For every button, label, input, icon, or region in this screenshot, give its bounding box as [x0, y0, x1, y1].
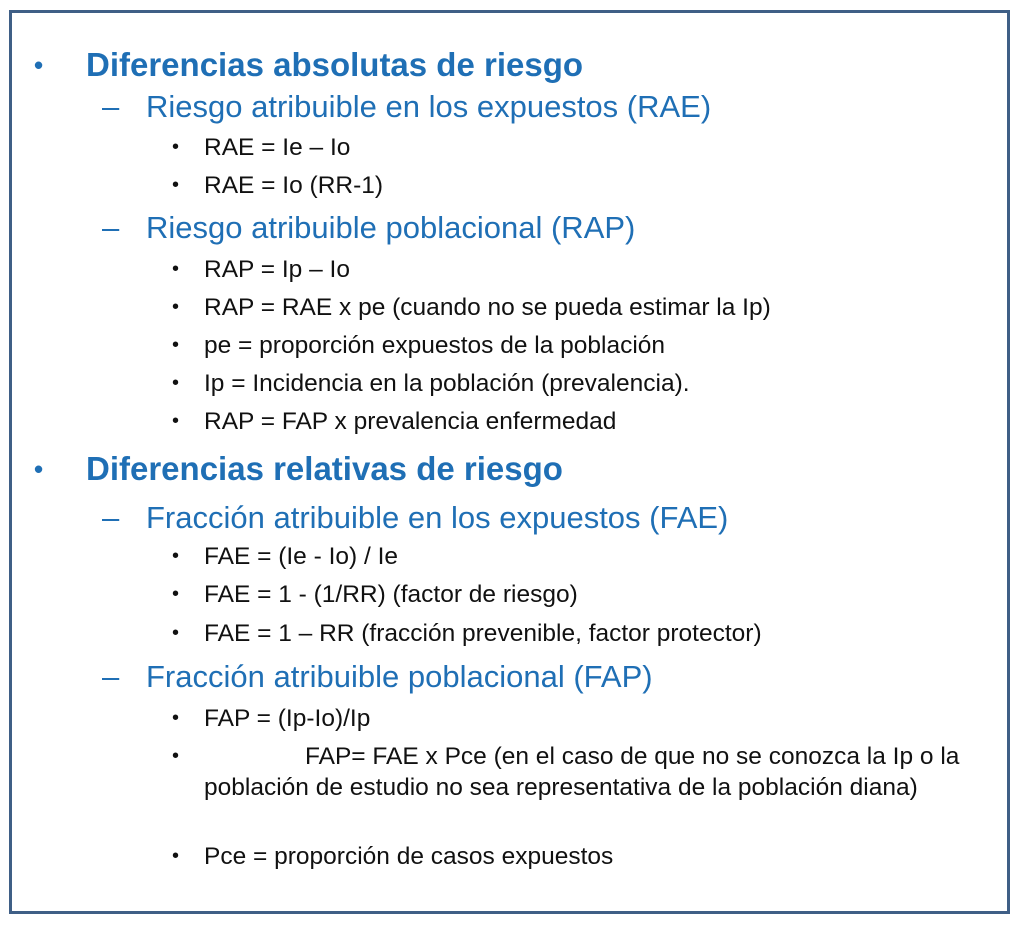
subsection-title: Fracción atribuible en los expuestos (FAE) [146, 500, 729, 535]
bullet-icon: • [172, 845, 180, 867]
section-title: Diferencias relativas de riesgo [86, 450, 563, 487]
bullet-icon: • [172, 334, 180, 356]
bullet-icon: • [172, 583, 180, 605]
formula-text: FAE = 1 – RR (fracción prevenible, factor protector) [204, 620, 762, 647]
bullet-icon: • [172, 296, 180, 318]
dash-icon: – [102, 659, 120, 694]
bullet-icon: • [172, 372, 180, 394]
bullet-icon: • [172, 136, 180, 158]
formula-text: RAP = FAP x prevalencia enfermedad [204, 408, 617, 435]
formula-text: Pce = proporción de casos expuestos [204, 843, 614, 870]
bullet-icon: • [34, 50, 44, 80]
formula-text: RAE = Ie – Io [204, 134, 351, 161]
formula-text: pe = proporción expuestos de la población [204, 332, 666, 359]
formula-text: FAE = 1 - (1/RR) (factor de riesgo) [204, 581, 578, 608]
dash-icon: – [102, 210, 120, 245]
formula-text: FAE = (Ie - Io) / Ie [204, 543, 399, 570]
formula-text: FAP = (Ip-Io)/Ip [204, 705, 371, 732]
formula-text: RAP = Ip – Io [204, 256, 350, 283]
bullet-icon: • [172, 707, 180, 729]
dash-icon: – [102, 89, 120, 124]
bullet-icon: • [172, 745, 180, 767]
dash-icon: – [102, 500, 120, 535]
outline [12, 13, 1007, 911]
bullet-icon: • [172, 545, 180, 567]
subsection-title: Riesgo atribuible en los expuestos (RAE) [146, 89, 712, 124]
bullet-icon: • [172, 410, 180, 432]
slide-frame [9, 10, 1010, 914]
bullet-icon: • [34, 454, 44, 484]
formula-text: RAP = RAE x pe (cuando no se pueda estimar la Ip) [204, 294, 771, 321]
bullet-icon: • [172, 622, 180, 644]
subsection-title: Fracción atribuible poblacional (FAP) [146, 659, 653, 694]
formula-text: FAP= FAE x Pce (en el caso de que no se conozca la Ip o la población de estudio no sea representativa de la población diana) [204, 743, 960, 801]
formula-text: Ip = Incidencia en la población (prevalencia). [204, 370, 690, 397]
section-title: Diferencias absolutas de riesgo [86, 46, 584, 83]
bullet-icon: • [172, 174, 180, 196]
bullet-icon: • [172, 258, 180, 280]
subsection-title: Riesgo atribuible poblacional (RAP) [146, 210, 636, 245]
formula-text: RAE = Io (RR-1) [204, 172, 384, 199]
